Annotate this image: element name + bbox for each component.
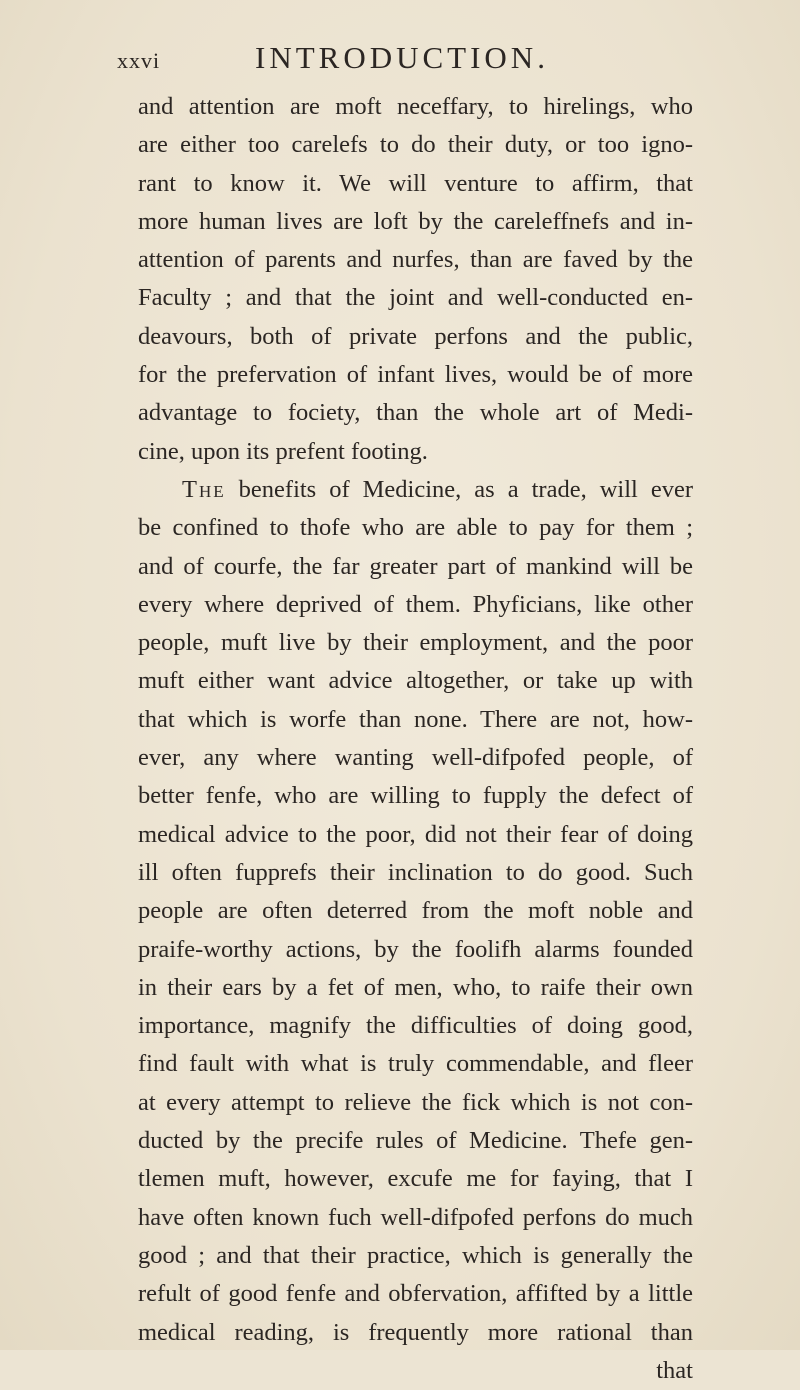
paragraph-1 bbox=[138, 88, 693, 471]
running-title: INTRODUCTION. bbox=[255, 40, 549, 75]
text-line: good ; and that their practice, which is generally the bbox=[138, 1241, 693, 1269]
catchword: that bbox=[656, 1356, 693, 1384]
text-line: every where deprived of them. Phyficians, like other bbox=[138, 590, 693, 618]
text-line: Faculty ; and that the joint and well-conducted en- bbox=[138, 284, 693, 312]
text-line: importance, magnify the difficulties of doing good, bbox=[138, 1012, 693, 1040]
text-line: for the prefervation of infant lives, would be of more bbox=[138, 361, 693, 389]
paragraph-2 bbox=[138, 471, 693, 1352]
text-line: people, muft live by their employment, and the poor bbox=[138, 629, 693, 657]
text-line: and of courfe, the far greater part of mankind will be bbox=[138, 552, 693, 580]
text-line-rest: benefits of Medicine, as a trade, will ever bbox=[238, 475, 693, 503]
text-line: are either too carelefs to do their duty, or too igno- bbox=[138, 131, 693, 159]
text-line: ever, any where wanting well-difpofed people, of bbox=[138, 744, 693, 772]
paragraph-opening-line bbox=[138, 471, 693, 509]
text-line: medical advice to the poor, did not their fear of doing bbox=[138, 820, 693, 848]
text-line: ducted by the precife rules of Medicine. Thefe gen- bbox=[138, 1127, 693, 1155]
text-line: refult of good fenfe and obfervation, affifted by a little bbox=[138, 1280, 693, 1308]
text-line: advantage to fociety, than the whole art of Medi- bbox=[138, 399, 693, 427]
text-line: at every attempt to relieve the fick which is not con- bbox=[138, 1088, 693, 1116]
text-line: ill often fupprefs their inclination to do good. Such bbox=[138, 858, 693, 886]
text-line: attention of parents and nurfes, than are faved by the bbox=[138, 246, 693, 274]
text-line: cine, upon its prefent footing. bbox=[138, 437, 428, 465]
text-line: be confined to thofe who are able to pay for them ; bbox=[138, 514, 693, 542]
text-line: find fault with what is truly commendable, and fleer bbox=[138, 1050, 693, 1078]
text-line: in their ears by a fet of men, who, to raife their own bbox=[138, 973, 693, 1001]
text-line: more human lives are loft by the careleffnefs and in- bbox=[138, 207, 693, 235]
text-line: have often known fuch well-difpofed perfons do much bbox=[138, 1203, 693, 1231]
text-line: people are often deterred from the moft noble and bbox=[138, 897, 693, 925]
text-line: tlemen muft, however, excufe me for faying, that I bbox=[138, 1165, 693, 1193]
text-line: muft either want advice altogether, or take up with bbox=[138, 667, 693, 695]
text-line: that which is worfe than none. There are not, how- bbox=[138, 705, 693, 733]
lead-word: The bbox=[182, 475, 226, 503]
page-header bbox=[117, 40, 677, 80]
body-text bbox=[138, 88, 693, 1390]
text-line: rant to know it. We will venture to affirm, that bbox=[138, 169, 693, 197]
text-line: and attention are moft neceffary, to hirelings, who bbox=[138, 93, 693, 120]
page-number: xxvi bbox=[117, 48, 161, 73]
text-line: praife-worthy actions, by the foolifh alarms founded bbox=[138, 935, 693, 963]
text-line: deavours, both of private perfons and the public, bbox=[138, 322, 693, 350]
text-line: medical reading, is frequently more rational than bbox=[138, 1318, 693, 1346]
text-line: better fenfe, who are willing to fupply the defect of bbox=[138, 782, 693, 810]
